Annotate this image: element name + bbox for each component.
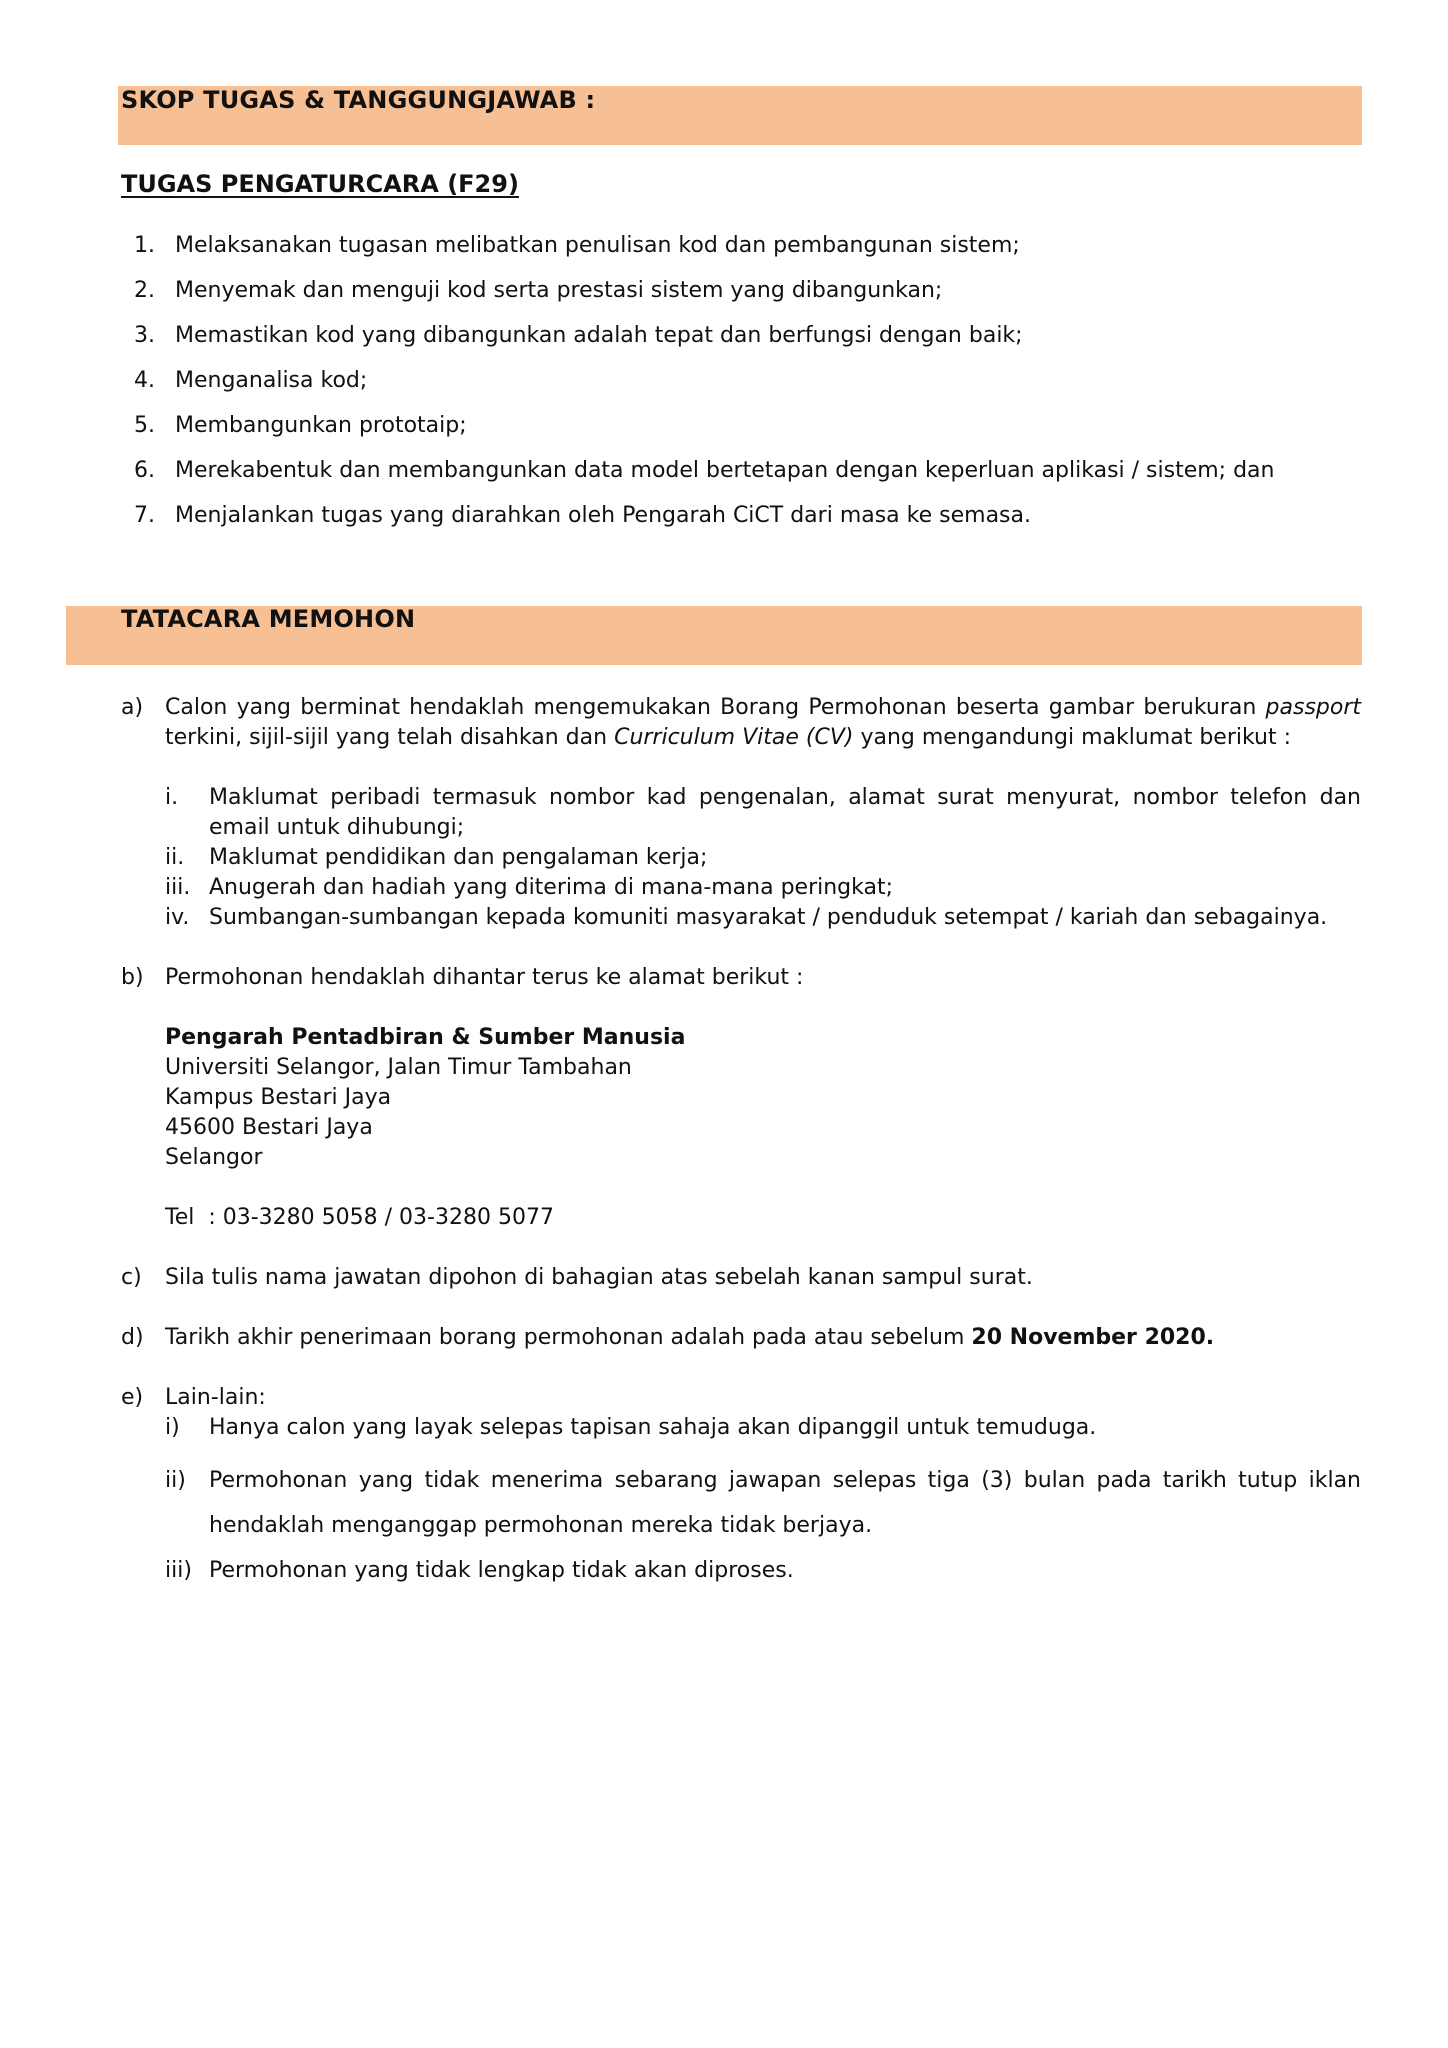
item-d-text: Tarikh akhir penerimaan borang permohonan adalah pada atau sebelum 20 November 2020.	[165, 1325, 1215, 1350]
duty-item	[121, 365, 367, 397]
sub-item-text: Permohonan yang tidak lengkap tidak akan diproses.	[209, 1558, 794, 1583]
duty-item	[121, 500, 1031, 532]
apply-item-c	[121, 1263, 1361, 1293]
sub-item-text: Anugerah dan hadiah yang diterima di mana-mana peringkat;	[209, 875, 894, 900]
item-label: d)	[121, 1325, 144, 1350]
duty-number: 5.	[134, 413, 155, 438]
duty-text: Menjalankan tugas yang diarahkan oleh Pengarah CiCT dari masa ke semasa.	[175, 503, 1031, 528]
apply-item-a	[121, 693, 1361, 753]
duty-item	[121, 275, 942, 307]
duty-item	[121, 455, 1274, 487]
duty-number: 4.	[134, 368, 155, 393]
sub-item	[165, 843, 1361, 873]
sub-item	[165, 1413, 1361, 1443]
duty-number: 6.	[134, 458, 155, 483]
address-line: Universiti Selangor, Jalan Timur Tambahan	[165, 1055, 632, 1080]
duty-number: 3.	[134, 323, 155, 348]
sub-item	[165, 1548, 1361, 1593]
sub-item	[165, 783, 1361, 843]
item-label: b)	[121, 965, 144, 990]
item-e-text: Lain-lain:	[165, 1385, 266, 1410]
item-label: a)	[121, 695, 144, 720]
sub-item	[165, 903, 1361, 933]
address-line: Selangor	[165, 1145, 263, 1170]
duty-number: 1.	[134, 233, 155, 258]
duty-item	[121, 410, 467, 442]
sub-item-text: Permohonan yang tidak menerima sebarang jawapan selepas tiga (3) bulan pada tarikh tutup iklan hendaklah menganggap permohonan mereka tidak berjaya.	[209, 1468, 1361, 1538]
duty-text: Menganalisa kod;	[175, 368, 368, 393]
duty-text: Memastikan kod yang dibangunkan adalah tepat dan berfungsi dengan baik;	[175, 323, 1023, 348]
duty-text: Merekabentuk dan membangunkan data model bertetapan dengan keperluan aplikasi / sistem; dan	[175, 458, 1275, 483]
duty-text: Melaksanakan tugasan melibatkan penulisan kod dan pembangunan sistem;	[175, 233, 1020, 258]
sub-item-label: iv.	[165, 905, 190, 930]
sub-item-label: ii)	[165, 1468, 186, 1493]
apply-item-b	[121, 963, 1361, 993]
item-label: e)	[121, 1385, 144, 1410]
duty-item	[121, 230, 1020, 262]
sub-item-text: Maklumat pendidikan dan pengalaman kerja;	[209, 845, 708, 870]
telephone-line: Tel : 03-3280 5058 / 03-3280 5077	[165, 1205, 554, 1230]
sub-item-text: Maklumat peribadi termasuk nombor kad pengenalan, alamat surat menyurat, nombor telefon dan email untuk dihubungi;	[209, 785, 1361, 840]
item-b-text: Permohonan hendaklah dihantar terus ke alamat berikut :	[165, 965, 804, 990]
address-line: 45600 Bestari Jaya	[165, 1115, 373, 1140]
address-line: Kampus Bestari Jaya	[165, 1085, 392, 1110]
sub-item-text: Sumbangan-sumbangan kepada komuniti masyarakat / penduduk setempat / kariah dan sebagainya.	[209, 905, 1328, 930]
scope-header-title: SKOP TUGAS & TANGGUNGJAWAB :	[121, 86, 596, 114]
sub-item	[165, 1458, 1361, 1548]
closing-date: 20 November 2020.	[971, 1325, 1215, 1350]
sub-item-label: i.	[165, 785, 179, 810]
duty-number: 2.	[134, 278, 155, 303]
apply-item-d	[121, 1323, 1361, 1353]
duty-text: Membangunkan prototaip;	[175, 413, 467, 438]
apply-header-title: TATACARA MEMOHON	[121, 605, 416, 633]
sub-item-label: ii.	[165, 845, 185, 870]
item-c-text: Sila tulis nama jawatan dipohon di bahagian atas sebelah kanan sampul surat.	[165, 1265, 1033, 1290]
sub-item	[165, 873, 1361, 903]
address-recipient: Pengarah Pentadbiran & Sumber Manusia	[165, 1025, 686, 1050]
duty-text: Menyemak dan menguji kod serta prestasi sistem yang dibangunkan;	[175, 278, 943, 303]
sub-item-label: i)	[165, 1415, 180, 1440]
sub-item-label: iii)	[165, 1558, 192, 1583]
duties-subtitle: TUGAS PENGATURCARA (F29)	[121, 170, 519, 198]
item-label: c)	[121, 1265, 142, 1290]
sub-item-text: Hanya calon yang layak selepas tapisan sahaja akan dipanggil untuk temuduga.	[209, 1415, 1097, 1440]
apply-item-e	[121, 1383, 1361, 1413]
sub-item-label: iii.	[165, 875, 191, 900]
duty-item	[121, 320, 1023, 352]
mailing-address	[165, 1023, 685, 1173]
item-a-text: Calon yang berminat hendaklah mengemukakan Borang Permohonan beserta gambar berukuran passport terkini, sijil-sijil yang telah disahkan dan Curriculum Vitae (CV) yang mengandungi maklumat berikut :	[165, 695, 1361, 750]
duty-number: 7.	[134, 503, 155, 528]
